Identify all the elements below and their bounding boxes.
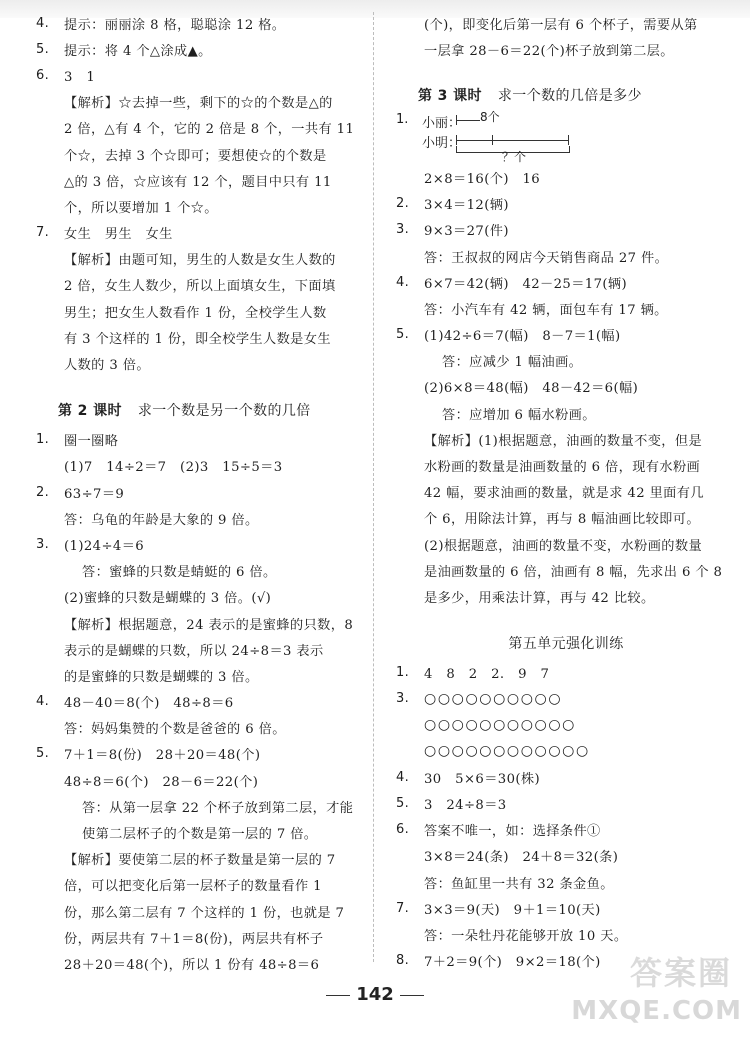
answer-text: 3×3＝9(天) 9＋1＝10(天) (424, 902, 601, 918)
analysis-text: 【解析】由题可知，男生的人数是女生人数的 (64, 253, 336, 269)
answer-line (36, 767, 356, 793)
answer-text: 3 24÷8＝3 (424, 798, 507, 814)
analysis-line (36, 872, 356, 898)
answer-line (396, 712, 716, 738)
answer-line (36, 505, 356, 531)
answer-text: 7＋2＝9(个) 9×2＝18(个) (424, 955, 601, 971)
item-number: 5. (396, 796, 410, 812)
answer-text: 圈一圈略 (64, 434, 119, 450)
analysis-line (36, 167, 356, 193)
analysis-text: 有 3 个这样的 1 份，即全校学生人数是女生 (64, 331, 331, 347)
answer-line (396, 348, 716, 374)
analysis-text: 一层拿 28－6＝22(个)杯子放到第二层。 (424, 43, 674, 59)
answer-line (396, 217, 716, 243)
analysis-text: 【解析】根据题意，24 表示的是蜜蜂的只数，8 (64, 617, 354, 633)
answer-line (36, 220, 356, 246)
lesson-title: 求一个数是另一个数的几倍 (137, 402, 311, 419)
analysis-line (36, 950, 356, 976)
answer-line (396, 764, 716, 790)
analysis-text: 2 倍，女生人数少，所以上面填女生，下面填 (64, 279, 336, 295)
item-number: 6. (36, 67, 50, 83)
analysis-line (396, 36, 716, 62)
answer-text: 答：一朵牡丹花能够开放 10 天。 (424, 929, 628, 945)
item-number: 8. (396, 953, 410, 969)
item-number: 5. (36, 746, 50, 762)
analysis-text: (2)根据题意，油画的数量不变，水粉画的数量 (424, 538, 703, 554)
analysis-text: 2 倍，△有 4 个，它的 2 倍是 8 个，一共有 11 (64, 122, 355, 138)
analysis-line (396, 531, 716, 557)
unit-title: 第五单元强化训练 (508, 635, 624, 652)
answer-line (36, 819, 356, 845)
page-number-text: 142 (356, 984, 394, 1005)
answer-line (396, 921, 716, 947)
answer-line (36, 453, 356, 479)
diagram-label-xiaoli: 小丽： (422, 116, 462, 132)
answer-line (396, 817, 716, 843)
analysis-line (36, 636, 356, 662)
analysis-line (36, 89, 356, 115)
answer-line (36, 427, 356, 453)
lesson-title: 求一个数的几倍是多少 (497, 88, 642, 105)
analysis-text: 男生；把女生人数看作 1 份，全校学生人数 (64, 305, 327, 321)
spacer (36, 377, 356, 393)
answer-line (396, 164, 716, 190)
item-number: 4. (36, 15, 50, 31)
analysis-line (396, 583, 716, 609)
analysis-line (36, 898, 356, 924)
answer-line (36, 62, 356, 88)
item-number: 4. (396, 274, 410, 290)
lesson-number: 第 3 课时 (418, 88, 482, 105)
answer-text: 答：妈妈集赞的个数是爸爸的 6 倍。 (64, 722, 286, 738)
segment-tick (568, 135, 569, 145)
answer-text: (2)6×8＝48(幅) 48－42＝6(幅) (424, 381, 639, 397)
analysis-line (36, 924, 356, 950)
analysis-text: 个 6，用除法计算，再与 8 幅油画比较即可。 (424, 512, 700, 528)
answer-text: 答：乌龟的年龄是大象的 9 倍。 (64, 512, 259, 528)
analysis-text: △的 3 倍，☆应该有 12 个，题目中只有 11 (64, 174, 332, 190)
circle-row: ○○○○○○○○○○ (424, 690, 563, 707)
answer-text: 答：鱼缸里一共有 32 条金鱼。 (424, 876, 614, 892)
circle-row: ○○○○○○○○○○○○ (424, 743, 590, 760)
answer-line (396, 895, 716, 921)
analysis-line (36, 662, 356, 688)
item-number: 1. (396, 665, 410, 681)
answer-text: 答：应增加 6 幅水粉画。 (442, 407, 596, 423)
item-number: 4. (36, 694, 50, 710)
answer-line (36, 10, 356, 36)
analysis-line (36, 846, 356, 872)
analysis-line (36, 141, 356, 167)
analysis-text: 个，所以要增加 1 个☆。 (64, 200, 218, 216)
answer-line (36, 715, 356, 741)
right-column (396, 10, 723, 974)
answer-text: (1)24÷4＝6 (64, 538, 145, 554)
answer-text: 3 1 (64, 69, 96, 85)
answer-text: (1)42÷6＝7(幅) 8－7＝1(幅) (424, 329, 621, 345)
spacer (396, 610, 716, 626)
analysis-line (36, 324, 356, 350)
item-number: 1. (36, 432, 50, 448)
answer-line (396, 374, 716, 400)
answer-line (36, 36, 356, 62)
item-number: 2. (396, 196, 410, 212)
analysis-line (36, 246, 356, 272)
analysis-text: 是油画数量的 6 倍，油画有 8 幅，先求出 6 个 8 (424, 564, 723, 580)
analysis-text: 是多少，用乘法计算，再与 42 比较。 (424, 590, 655, 606)
analysis-text: 份，那么第二层有 7 个这样的 1 份，也就是 7 (64, 905, 345, 921)
answer-line (396, 322, 716, 348)
segment-top-label: 8个 (480, 110, 500, 125)
answer-text: 答：应减少 1 幅油画。 (442, 355, 583, 371)
answer-text: 提示：将 4 个△涂成▲。 (64, 43, 212, 59)
answer-line (36, 584, 356, 610)
segment-tick (492, 135, 493, 145)
answer-line (396, 243, 716, 269)
answer-text: 答：蜜蜂的只数是蜻蜓的 6 倍。 (82, 565, 277, 581)
dash-left (326, 995, 350, 996)
unit-heading (396, 626, 716, 660)
item-number: 1. (396, 112, 409, 128)
analysis-line (396, 505, 716, 531)
spacer (396, 62, 716, 78)
answer-text: 63÷7＝9 (64, 486, 125, 502)
lesson-number: 第 2 课时 (58, 402, 122, 419)
answer-text: 使第二层杯子的个数是第一层的 7 倍。 (82, 827, 318, 843)
answer-line (396, 686, 716, 712)
answer-line (396, 269, 716, 295)
analysis-text: 水粉画的数量是油画数量的 6 倍，现有水粉画 (424, 460, 701, 476)
answer-line (396, 400, 716, 426)
answer-text: 9×3＝27(件) (424, 224, 509, 240)
watermark-top-text: 答案圈 (629, 954, 732, 992)
answer-text: 48÷8＝6(个) 28－6＝22(个) (64, 774, 259, 790)
analysis-line (36, 610, 356, 636)
answer-text: 48－40＝8(个) 48÷8＝6 (64, 696, 234, 712)
item-number: 2. (36, 484, 50, 500)
dash-right (400, 995, 424, 996)
answer-text: 答案不唯一，如：选择条件① (424, 824, 601, 840)
lesson-heading (36, 393, 356, 427)
analysis-text: (个)，即变化后第一层有 6 个杯子，需要从第 (424, 17, 698, 33)
analysis-text: 28＋20＝48(个)，所以 1 份有 48÷8＝6 (64, 957, 320, 973)
item-number: 3. (396, 691, 410, 707)
answer-text: 答：小汽车有 42 辆，面包车有 17 辆。 (424, 302, 668, 318)
answer-text: 7＋1＝8(份) 28＋20＝48(个) (64, 748, 261, 764)
lesson-heading (396, 78, 716, 112)
analysis-text: 表示的是蝴蝶的只数，所以 24÷8＝3 表示 (64, 643, 324, 659)
item-number: 5. (36, 41, 50, 57)
line-segment-diagram (396, 112, 716, 164)
analysis-text: 份，两层共有 7＋1＝8(份)，两层共有杯子 (64, 931, 324, 947)
watermark-logo (564, 948, 742, 1036)
analysis-text: 人数的 3 倍。 (64, 358, 150, 374)
answer-line (36, 741, 356, 767)
answer-text: 女生 男生 女生 (64, 227, 173, 243)
item-number: 3. (36, 536, 50, 552)
answer-line (36, 479, 356, 505)
analysis-line (396, 10, 716, 36)
column-divider (373, 12, 374, 962)
answer-text: 6×7＝42(辆) 42－25＝17(辆) (424, 276, 628, 292)
analysis-text: 【解析】(1)根据题意，油画的数量不变，但是 (424, 433, 703, 449)
analysis-text: 【解析】☆去掉一些，剩下的☆的个数是△的 (64, 96, 333, 112)
item-number: 3. (396, 222, 410, 238)
analysis-text: 个☆，去掉 3 个☆即可；要想使☆的个数是 (64, 148, 327, 164)
answer-line (396, 660, 716, 686)
answer-line (396, 738, 716, 764)
analysis-line (36, 193, 356, 219)
answer-text: 2×8＝16(个) 16 (424, 171, 541, 187)
analysis-line (36, 115, 356, 141)
answer-line (396, 791, 716, 817)
item-number: 7. (36, 225, 50, 241)
segment-tick (456, 115, 457, 125)
circle-row: ○○○○○○○○○○○ (424, 717, 576, 734)
analysis-line (396, 452, 716, 478)
left-column (36, 10, 356, 977)
answer-line (36, 793, 356, 819)
answer-text: 答：从第一层拿 22 个杯子放到第二层，才能 (82, 800, 354, 816)
answer-line (396, 191, 716, 217)
analysis-text: 42 幅，要求油画的数量，就是求 42 里面有几 (424, 486, 704, 502)
answer-text: 提示：丽丽涂 8 格，聪聪涂 12 格。 (64, 17, 286, 33)
watermark-url-text: MXQE.COM (571, 996, 742, 1026)
segment-xiaoming (456, 140, 568, 141)
item-number: 5. (396, 327, 410, 343)
answer-line (396, 843, 716, 869)
analysis-line (396, 557, 723, 583)
answer-text: 30 5×6＝30(株) (424, 771, 541, 787)
analysis-line (396, 479, 716, 505)
segment-bottom-label: ？个 (502, 150, 527, 165)
answer-line (36, 689, 356, 715)
answer-text: (1)7 14÷2＝7 (2)3 15÷5＝3 (64, 460, 283, 476)
analysis-line (36, 272, 356, 298)
answer-line (396, 295, 716, 321)
answer-text: (2)蜜蜂的只数是蝴蝶的 3 倍。(√) (64, 591, 272, 607)
item-number: 7. (396, 900, 410, 916)
analysis-text: 【解析】要使第二层的杯子数量是第一层的 7 (64, 853, 336, 869)
analysis-line (396, 426, 716, 452)
answer-text: 答：王叔叔的网店今天销售商品 27 件。 (424, 250, 669, 266)
analysis-text: 的是蜜蜂的只数是蝴蝶的 3 倍。 (64, 669, 259, 685)
analysis-text: 倍，可以把变化后第一层杯子的数量看作 1 (64, 879, 322, 895)
segment-tick (456, 135, 457, 145)
item-number: 4. (396, 769, 410, 785)
answer-text: 3×4＝12(辆) (424, 198, 509, 214)
diagram-label-xiaoming: 小明： (422, 136, 462, 152)
item-number: 6. (396, 822, 410, 838)
answer-line (36, 558, 356, 584)
answer-text: 3×8＝24(条) 24＋8＝32(条) (424, 850, 619, 866)
answer-text: 4 8 2 2. 9 7 (424, 667, 550, 683)
analysis-line (36, 298, 356, 324)
answer-line (36, 531, 356, 557)
answer-line (396, 869, 716, 895)
analysis-line (36, 350, 356, 376)
